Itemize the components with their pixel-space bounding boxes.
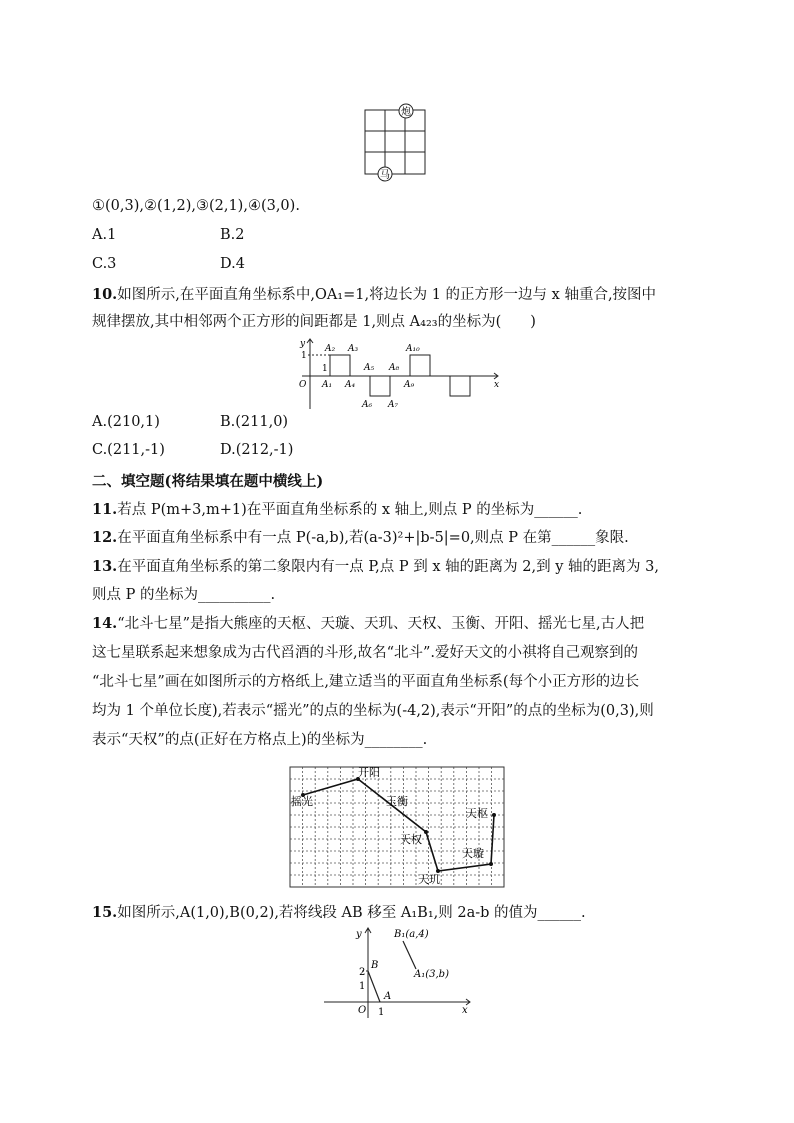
section-heading: 二、填空题(将结果填在题中横线上): [92, 473, 324, 490]
svg-text:A₇: A₇: [388, 400, 399, 410]
q10-squares-figure: [292, 337, 504, 411]
q10-line1: [92, 285, 656, 305]
svg-text:A₅: A₅: [364, 363, 375, 373]
q10-line2: 规律摆放,其中相邻两个正方形的间距都是 1,则点 A₄₂₃的坐标为( ): [92, 314, 536, 330]
q9-option-a[interactable]: A.1: [92, 227, 117, 243]
svg-text:O: O: [358, 1005, 367, 1016]
q9-option-b[interactable]: B.2: [220, 227, 245, 243]
svg-text:A₉: A₉: [404, 380, 415, 390]
q10-option-c[interactable]: C.(211,-1): [92, 442, 165, 458]
q10-text1: 如图所示,在平面直角坐标系中,OA₁=1,将边长为 1 的正方形一边与 x 轴重合,按图中: [117, 287, 657, 303]
q14-line4: 均为 1 个单位长度),若表示“摇光”的点的坐标为(-4,2),表示“开阳”的点的坐标为(0,3),则: [92, 703, 654, 719]
svg-text:1: 1: [378, 1007, 385, 1018]
svg-text:2: 2: [359, 967, 366, 978]
q14-line1: 14.“北斗七星”是指大熊座的天枢、天璇、天玑、天权、玉衡、开阳、摇光七星,古人把: [92, 615, 645, 632]
q9-choices: ①(0,3),②(1,2),③(2,1),④(3,0).: [92, 198, 300, 214]
star-yaoguang: 摇光: [291, 795, 313, 808]
svg-text:x: x: [462, 1005, 468, 1016]
star-tianquan: 天权: [400, 833, 422, 846]
q9-option-c[interactable]: C.3: [92, 256, 117, 272]
star-yuheng: 玉衡: [386, 795, 408, 808]
q12: 12.在平面直角坐标系中有一点 P(-a,b),若(a-3)²+|b-5|=0,则点 P 在第______象限.: [92, 529, 629, 546]
big-dipper-figure: [288, 765, 506, 889]
q14-line3: “北斗七星”画在如图所示的方格纸上,建立适当的平面直角坐标系(每个小正方形的边长: [92, 674, 640, 690]
svg-text:A₂: A₂: [325, 344, 336, 354]
q10-option-d[interactable]: D.(212,-1): [220, 442, 294, 458]
svg-text:A₆: A₆: [362, 400, 373, 410]
q10-option-b[interactable]: B.(211,0): [220, 414, 289, 430]
q15: 15.如图所示,A(1,0),B(0,2),若将线段 AB 移至 A₁B₁,则 2a-b 的值为______.: [92, 904, 586, 921]
svg-text:1: 1: [322, 364, 328, 374]
q13-line1: 13.在平面直角坐标系的第二象限内有一点 P,点 P 到 x 轴的距离为 2,到 y 轴的距离为 3,: [92, 558, 659, 575]
svg-text:A: A: [384, 991, 392, 1002]
q13-line2: 则点 P 的坐标为__________.: [92, 587, 276, 603]
svg-text:A₃: A₃: [348, 344, 359, 354]
star-kaiyang: 开阳: [358, 766, 380, 779]
horse-label: 马: [380, 170, 390, 181]
svg-text:A₁: A₁: [322, 380, 333, 390]
star-tianxuan: 天璇: [462, 847, 484, 860]
q10-number: 10.: [92, 286, 118, 303]
svg-text:1: 1: [359, 981, 366, 992]
q11: 11.若点 P(m+3,m+1)在平面直角坐标系的 x 轴上,则点 P 的坐标为______.: [92, 501, 583, 518]
q14-line2: 这七星联系起来想象成为古代舀酒的斗形,故名“北斗”.爱好天文的小祺将自己观察到的: [92, 645, 639, 661]
q15-coordinate-figure: [322, 925, 472, 1020]
axis-y-label: y: [300, 339, 306, 349]
q10-option-a[interactable]: A.(210,1): [92, 414, 160, 430]
svg-text:1: 1: [301, 351, 307, 361]
cannon-label: 炮: [401, 107, 411, 118]
q9-option-d[interactable]: D.4: [220, 256, 245, 272]
svg-text:y: y: [356, 929, 362, 940]
q14-line5: 表示“天权”的点(正好在方格点上)的坐标为________.: [92, 732, 428, 748]
star-tianshu: 天枢: [466, 807, 488, 820]
chessboard-figure: [362, 102, 432, 186]
svg-text:B₁(a,4): B₁(a,4): [394, 929, 429, 940]
svg-text:A₁₀: A₁₀: [406, 344, 420, 354]
svg-text:A₈: A₈: [389, 363, 400, 373]
origin-label: O: [299, 380, 307, 390]
star-tianji: 天玑: [418, 873, 440, 886]
axis-x-label: x: [494, 380, 500, 390]
svg-text:A₁(3,b): A₁(3,b): [414, 969, 449, 980]
svg-text:B: B: [371, 960, 379, 971]
svg-text:A₄: A₄: [345, 380, 356, 390]
